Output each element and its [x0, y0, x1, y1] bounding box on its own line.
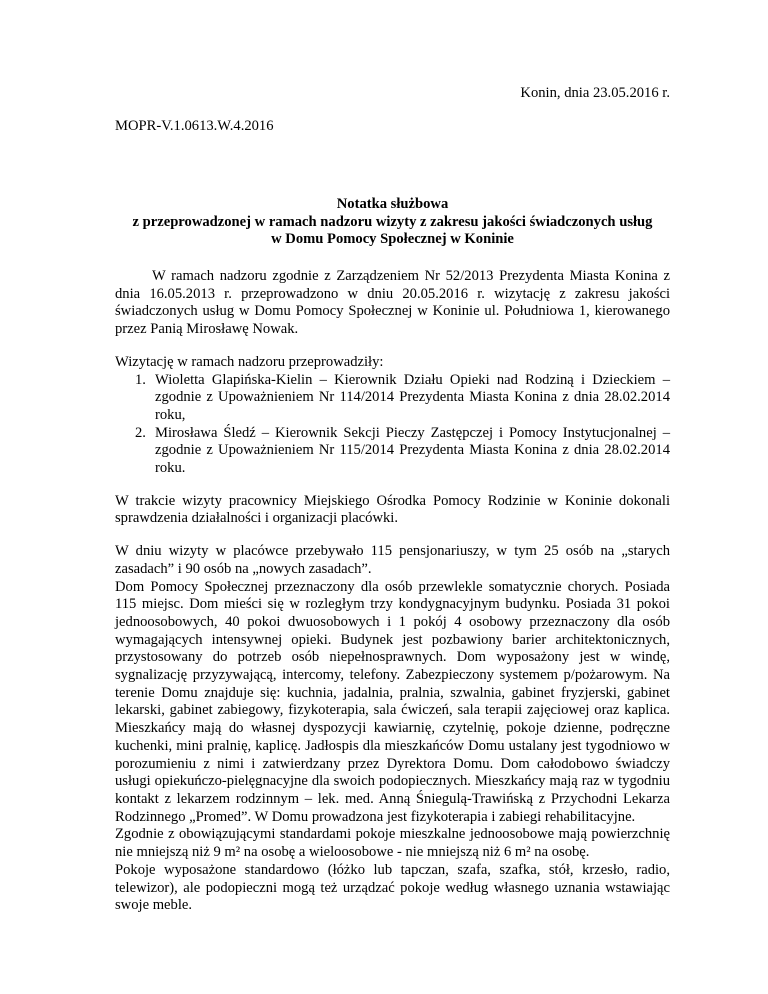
checks-paragraph: W trakcie wizyty pracownicy Miejskiego Ośrodka Pomocy Rodzinie w Koninie dokonali sprawdzenia działalności i organizacji placówki.: [115, 492, 670, 527]
title-line-1: Notatka służbowa: [336, 196, 449, 212]
document-title: [115, 196, 670, 249]
title-line-3: w Domu Pomocy Społecznej w Koninie: [271, 231, 514, 248]
reference-number: MOPR-V.1.0613.W.4.2016: [115, 118, 274, 134]
standards-paragraph: Zgodnie z obowiązującymi standardami pokoje mieszkalne jednoosobowe mają powierzchnię nie mniejszą niż 9 m² na osobę a wieloosobowe - nie mniejszą niż 6 m² na osobę.: [115, 826, 670, 861]
document-date: Konin, dnia 23.05.2016 r.: [520, 85, 670, 101]
list-item: [115, 425, 670, 478]
furnishing-paragraph: Pokoje wyposażone standardowo (łóżko lub tapczan, szafa, szafka, stół, krzesło, radio, telewizor), ale podopieczni mogą też urządzać pokoje według własnego uznania wstawiając swoje meble.: [115, 861, 670, 914]
list-item-number: 1.: [135, 371, 146, 388]
residents-paragraph: W dniu wizyty w placówce przebywało 115 pensjonariuszy, w tym 25 osób na „starych zasadach” i 90 osób na „nowych zasadach”.: [115, 543, 670, 577]
list-item: [115, 372, 670, 425]
description-paragraph: Dom Pomocy Społecznej przeznaczony dla osób przewlekle somatycznie chorych. Posiada 115 miejsc. Dom mieści się w rozległym trzy kondygnacyjnym budynku. Posiada 31 pokoi jednoosobowych, 40 pokoi dwuosobowych i 1 pokój 4 osobowy przeznaczony dla osób wymagających intensywnej opieki. Budynek jest pozbawiony barier architektonicznych, przystosowany do potrzeb osób niepełnosprawnych. Dom wyposażony jest w windę, sygnalizację przyzywającą, intercomy, telefony. Zabezpieczony systemem p/pożarowym. Na terenie Domu znajduje się: kuchnia, jadalnia, pralnia, szwalnia, gabinet fryzjerski, gabinet lekarski, gabinet zabiegowy, fizykoterapia, sala ćwiczeń, sala terapii zajęciowej oraz kaplica. Mieszkańcy mają do własnej dyspozycji kawiarnię, czytelnię, pokoje dzienne, podręczne kuchenki, mini pralnię, kaplicę. Jadłospis dla mieszkańców Domu ustalany jest tygodniowo w porozumieniu z nimi i zatwierdzany przez Dyrektora Domu. Dom całodobowo świadczy usługi opiekuńczo-pielęgnacyjne dla swoich podopiecznych. Mieszkańcy mają raz w tygodniu kontakt z lekarzem rodzinnym – lek. med. Anną Śniegulą-Trawińską z Przychodni Lekarza Rodzinnego „Promed”. W Domu prowadzona jest fizykoterapia i zabiegi rehabilitacyjne.: [115, 578, 670, 825]
list-item-text: Wioletta Glapińska-Kielin – Kierownik Działu Opieki nad Rodziną i Dzieckiem – zgodnie z Upoważnieniem Nr 114/2014 Prezydenta Miasta Konina z dnia 28.02.2014 roku,: [155, 371, 670, 423]
document-body: [115, 268, 670, 915]
inspectors-intro: Wizytację w ramach nadzoru przeprowadziły:: [115, 353, 384, 370]
intro-paragraph: W ramach nadzoru zgodnie z Zarządzeniem Nr 52/2013 Prezydenta Miasta Konina z dnia 16.05.2013 r. przeprowadzono w dniu 20.05.2016 r. wizytację z zakresu jakości świadczonych usług w Domu Pomocy Społecznej w Koninie ul. Południowa 1, kierowanego przez Panią Mirosławę Nowak.: [115, 268, 670, 338]
title-line-2: z przeprowadzonej w ramach nadzoru wizyty z zakresu jakości świadczonych usług: [132, 213, 653, 230]
list-item-number: 2.: [135, 424, 146, 441]
inspectors-list: [115, 372, 670, 478]
list-item-text: Mirosława Śledź – Kierownik Sekcji Pieczy Zastępczej i Pomocy Instytucjonalnej – zgodnie z Upoważnieniem Nr 115/2014 Prezydenta Miasta Konina z dnia 28.02.2014 roku.: [155, 424, 670, 477]
